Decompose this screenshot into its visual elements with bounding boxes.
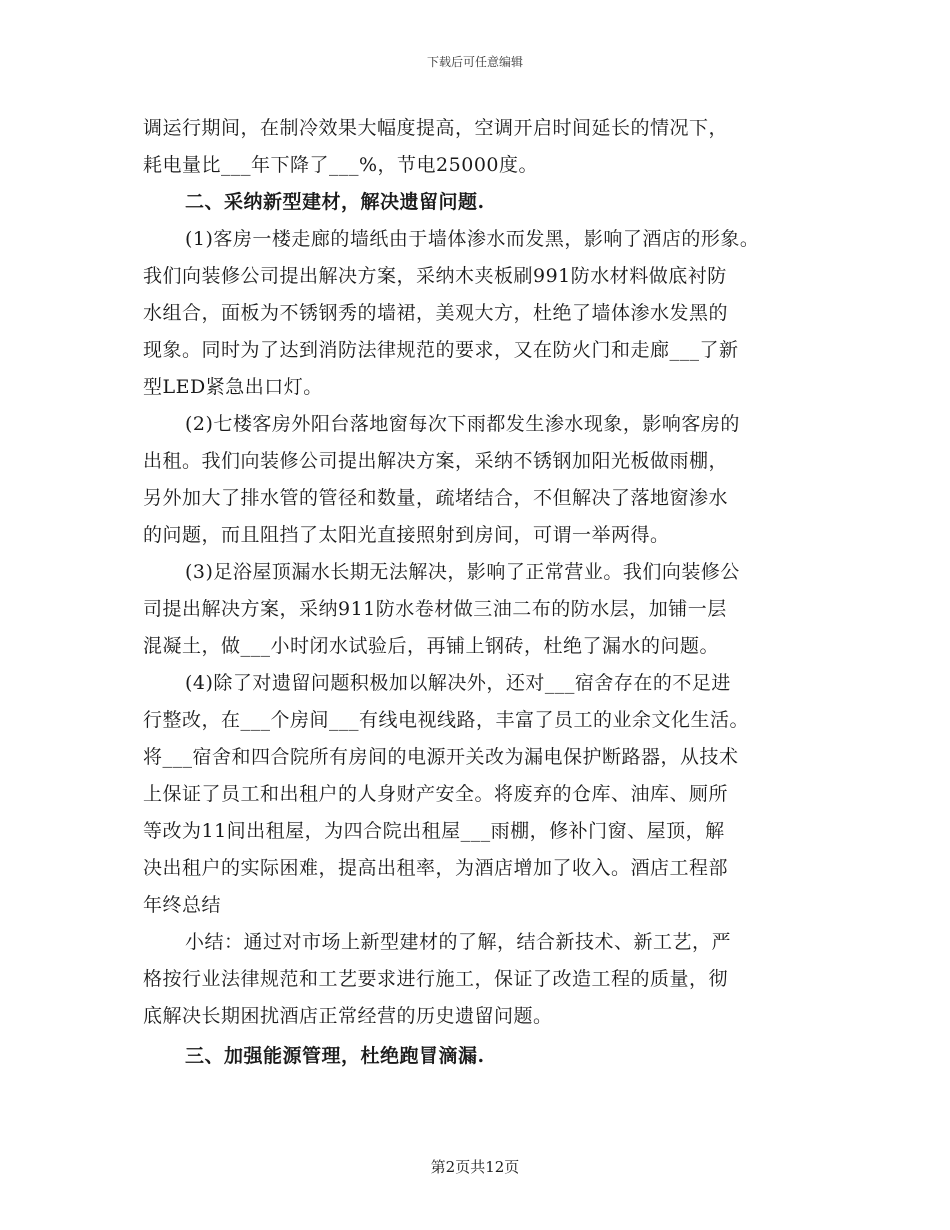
body-line: 年终总结 xyxy=(143,894,222,916)
body-line: 决出租户的实际困难，提高出租率，为酒店增加了收入。酒店工程部 xyxy=(143,857,729,879)
body-line: 行整改，在___个房间___有线电视线路，丰富了员工的业余文化生活。 xyxy=(143,709,750,731)
body-line: 耗电量比___年下降了___%，节电25000度。 xyxy=(143,154,538,176)
body-line: 等改为11间出租屋，为四合院出租屋___雨棚，修补门窗、屋顶，解 xyxy=(143,820,725,842)
body-line: (1)客房一楼走廊的墙纸由于墙体渗水而发黑，影响了酒店的形象。 xyxy=(185,228,760,250)
body-line: 上保证了员工和出租户的人身财产安全。将废弃的仓库、油库、厕所 xyxy=(143,783,729,805)
body-line: 的问题，而且阻挡了太阳光直接照射到房间，可谓一举两得。 xyxy=(143,524,670,546)
body-line: 型LED紧急出口灯。 xyxy=(143,376,323,398)
document-body xyxy=(143,110,815,1075)
body-line: 另外加大了排水管的管径和数量，疏堵结合，不但解决了落地窗渗水 xyxy=(143,487,729,509)
section-heading: 二、采纳新型建材，解决遗留问题. xyxy=(185,191,485,213)
body-line: (3)足浴屋顶漏水长期无法解决，影响了正常营业。我们向装修公 xyxy=(185,561,740,583)
body-line: (2)七楼客房外阳台落地窗每次下雨都发生渗水现象，影响客房的 xyxy=(185,413,740,435)
body-line: 现象。同时为了达到消防法律规范的要求，又在防火门和走廊___了新 xyxy=(143,339,739,361)
body-line: 调运行期间，在制冷效果大幅度提高，空调开启时间延长的情况下， xyxy=(143,117,729,139)
body-line: 将___宿舍和四合院所有房间的电源开关改为漏电保护断路器，从技术 xyxy=(143,746,739,768)
body-line: 出租。我们向装修公司提出解决方案，采纳不锈钢加阳光板做雨棚， xyxy=(143,450,729,472)
body-line: 格按行业法律规范和工艺要求进行施工，保证了改造工程的质量，彻 xyxy=(143,968,729,990)
body-line: 我们向装修公司提出解决方案，采纳木夹板刷991防水材料做底衬防 xyxy=(143,265,727,287)
body-line: 司提出解决方案，采纳911防水卷材做三油二布的防水层，加铺一层 xyxy=(143,598,727,620)
section-heading: 三、加强能源管理，杜绝跑冒滴漏. xyxy=(185,1045,485,1067)
body-line: 水组合，面板为不锈钢秀的墙裙，美观大方，杜绝了墙体渗水发黑的 xyxy=(143,302,729,324)
body-line: 混凝土，做___小时闭水试验后，再铺上钢砖，杜绝了漏水的问题。 xyxy=(143,635,720,657)
body-line: (4)除了对遗留问题积极加以解决外，还对___宿舍存在的不足进 xyxy=(185,672,731,694)
body-line: 底解决长期困扰酒店正常经营的历史遗留问题。 xyxy=(143,1005,553,1027)
body-line: 小结：通过对市场上新型建材的了解，结合新技术、新工艺，严 xyxy=(185,931,732,953)
page-number: 第2页共12页 xyxy=(430,1158,520,1176)
header-note: 下载后可任意编辑 xyxy=(426,55,523,69)
